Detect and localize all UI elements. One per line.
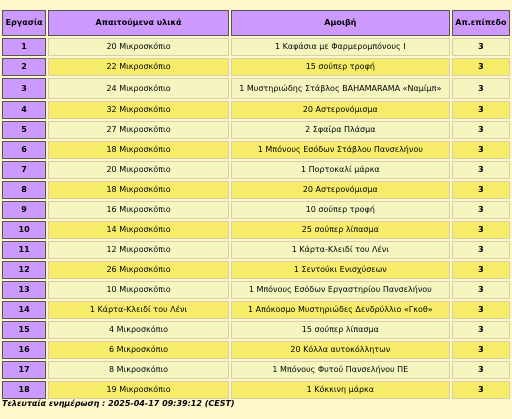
table-row xyxy=(2,201,510,219)
materials-cell: 8 Μικροσκόπιο xyxy=(48,361,229,379)
tasks-table xyxy=(0,8,512,401)
last-updated xyxy=(2,399,235,408)
level-cell: 3 xyxy=(452,121,510,139)
level-cell: 3 xyxy=(452,78,510,99)
task-number-cell: 1 xyxy=(2,38,46,56)
level-cell: 3 xyxy=(452,321,510,339)
table-row xyxy=(2,101,510,119)
task-number-cell: 15 xyxy=(2,321,46,339)
last-updated-value: 2025-04-17 09:39:12 (CEST) xyxy=(108,399,235,408)
table-row xyxy=(2,161,510,179)
table-row xyxy=(2,361,510,379)
materials-cell: 14 Μικροσκόπιο xyxy=(48,221,229,239)
level-cell: 3 xyxy=(452,201,510,219)
reward-cell: 25 σούπερ λίπασμα xyxy=(231,221,450,239)
materials-cell: 6 Μικροσκόπιο xyxy=(48,341,229,359)
task-number-cell: 12 xyxy=(2,261,46,279)
materials-cell: 16 Μικροσκόπιο xyxy=(48,201,229,219)
task-number-cell: 8 xyxy=(2,181,46,199)
level-cell: 3 xyxy=(452,261,510,279)
materials-cell: 18 Μικροσκόπιο xyxy=(48,141,229,159)
level-cell: 3 xyxy=(452,381,510,399)
reward-cell: 1 Απόκοσμο Μυστηριώδες Δενδρύλλιο «Γκοθ» xyxy=(231,301,450,319)
task-number-cell: 7 xyxy=(2,161,46,179)
reward-cell: 20 Κόλλα αυτοκόλλητων xyxy=(231,341,450,359)
level-cell: 3 xyxy=(452,58,510,76)
table-row xyxy=(2,341,510,359)
materials-cell: 12 Μικροσκόπιο xyxy=(48,241,229,259)
header-materials: Απαιτούμενα υλικά xyxy=(48,10,229,36)
materials-cell: 20 Μικροσκόπιο xyxy=(48,38,229,56)
materials-cell: 26 Μικροσκόπιο xyxy=(48,261,229,279)
task-number-cell: 17 xyxy=(2,361,46,379)
level-cell: 3 xyxy=(452,221,510,239)
level-cell: 3 xyxy=(452,141,510,159)
table-row xyxy=(2,221,510,239)
reward-cell: 10 σούπερ τροφή xyxy=(231,201,450,219)
level-cell: 3 xyxy=(452,361,510,379)
materials-cell: 10 Μικροσκόπιο xyxy=(48,281,229,299)
task-number-cell: 5 xyxy=(2,121,46,139)
task-number-cell: 4 xyxy=(2,101,46,119)
materials-cell: 19 Μικροσκόπιο xyxy=(48,381,229,399)
materials-cell: 20 Μικροσκόπιο xyxy=(48,161,229,179)
level-cell: 3 xyxy=(452,341,510,359)
table-row xyxy=(2,261,510,279)
last-updated-label: Τελευταία ενημέρωση xyxy=(2,399,100,408)
materials-cell: 1 Κάρτα-Κλειδί του Λένι xyxy=(48,301,229,319)
reward-cell: 1 Πορτοκαλί μάρκα xyxy=(231,161,450,179)
reward-cell: 15 σούπερ λίπασμα xyxy=(231,321,450,339)
reward-cell: 20 Αστερονόμισμα xyxy=(231,101,450,119)
table-row xyxy=(2,121,510,139)
reward-cell: 1 Μπόνους Εσόδων Στάβλου Πανσελήνου xyxy=(231,141,450,159)
task-number-cell: 3 xyxy=(2,78,46,99)
task-number-cell: 16 xyxy=(2,341,46,359)
tasks-table-container xyxy=(0,8,512,401)
table-row xyxy=(2,381,510,399)
level-cell: 3 xyxy=(452,38,510,56)
table-row xyxy=(2,38,510,56)
materials-cell: 4 Μικροσκόπιο xyxy=(48,321,229,339)
reward-cell: 1 Μυστηριώδης Στάβλος BAHAMARAMA «Ναμίμπ» xyxy=(231,78,450,99)
level-cell: 3 xyxy=(452,181,510,199)
reward-cell: 15 σούπερ τροφή xyxy=(231,58,450,76)
table-row xyxy=(2,301,510,319)
table-row xyxy=(2,78,510,99)
table-header-row xyxy=(2,10,510,36)
task-number-cell: 2 xyxy=(2,58,46,76)
task-number-cell: 18 xyxy=(2,381,46,399)
table-row xyxy=(2,141,510,159)
reward-cell: 1 Μπόνους Φυτού Πανσελήνου ΠΕ xyxy=(231,361,450,379)
task-number-cell: 11 xyxy=(2,241,46,259)
level-cell: 3 xyxy=(452,281,510,299)
reward-cell: 1 Μπόνους Εσόδων Εργαστηρίου Πανσελήνου xyxy=(231,281,450,299)
header-level: Απ.επίπεδο xyxy=(452,10,510,36)
reward-cell: 1 Σεντούκι Ενισχύσεων xyxy=(231,261,450,279)
reward-cell: 2 Σφαίρα Πλάσμα xyxy=(231,121,450,139)
reward-cell: 20 Αστερονόμισμα xyxy=(231,181,450,199)
task-number-cell: 14 xyxy=(2,301,46,319)
level-cell: 3 xyxy=(452,301,510,319)
task-number-cell: 6 xyxy=(2,141,46,159)
reward-cell: 1 Καφάσια με Φαρμερομπόνους Ι xyxy=(231,38,450,56)
table-row xyxy=(2,181,510,199)
reward-cell: 1 Κάρτα-Κλειδί του Λένι xyxy=(231,241,450,259)
table-row xyxy=(2,58,510,76)
materials-cell: 22 Μικροσκόπιο xyxy=(48,58,229,76)
last-updated-separator: : xyxy=(99,399,109,408)
level-cell: 3 xyxy=(452,161,510,179)
level-cell: 3 xyxy=(452,101,510,119)
table-row xyxy=(2,281,510,299)
materials-cell: 32 Μικροσκόπιο xyxy=(48,101,229,119)
materials-cell: 24 Μικροσκόπιο xyxy=(48,78,229,99)
header-reward: Αμοιβή xyxy=(231,10,450,36)
task-number-cell: 10 xyxy=(2,221,46,239)
level-cell: 3 xyxy=(452,241,510,259)
table-row xyxy=(2,241,510,259)
table-row xyxy=(2,321,510,339)
materials-cell: 18 Μικροσκόπιο xyxy=(48,181,229,199)
header-task: Εργασία xyxy=(2,10,46,36)
materials-cell: 27 Μικροσκόπιο xyxy=(48,121,229,139)
reward-cell: 1 Κόκκινη μάρκα xyxy=(231,381,450,399)
task-number-cell: 13 xyxy=(2,281,46,299)
task-number-cell: 9 xyxy=(2,201,46,219)
